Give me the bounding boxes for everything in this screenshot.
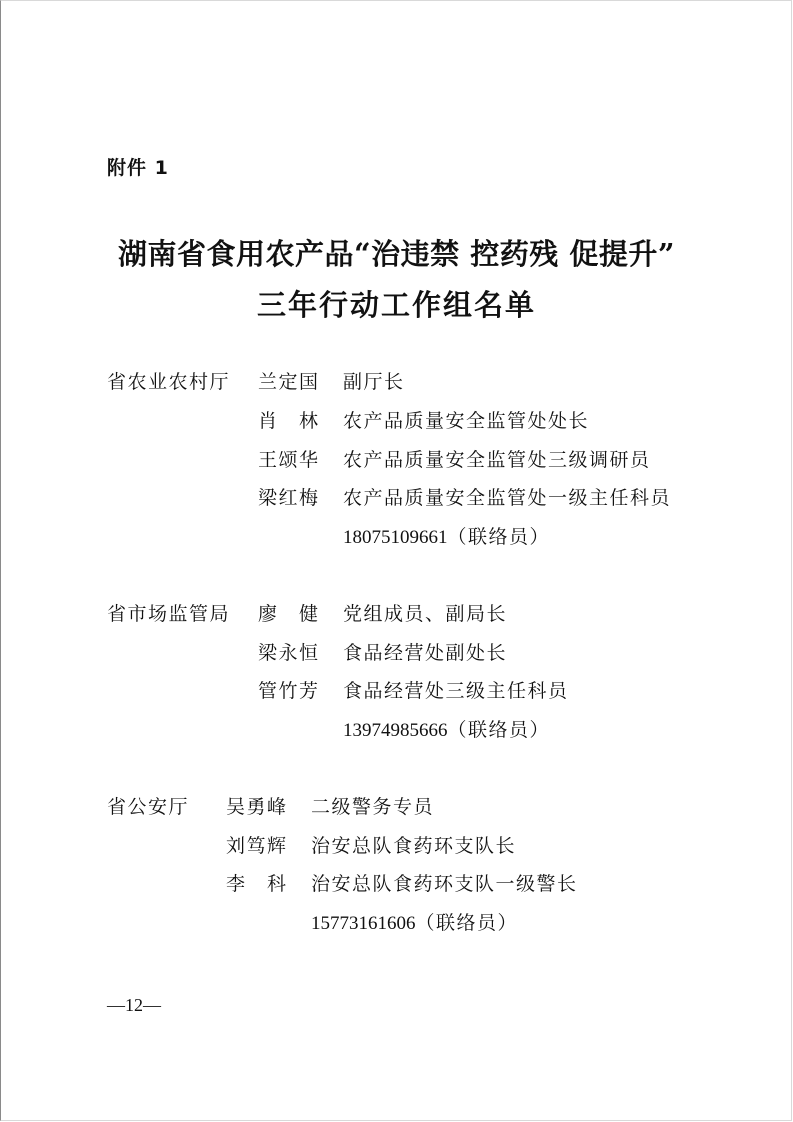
member-name: 刘笃辉: [226, 835, 288, 857]
document-title-line-1: 湖南省食用农产品“治违禁 控药残 促提升”: [117, 237, 676, 271]
member-name: 王颂华: [258, 449, 320, 471]
contact-label: （联络员）: [447, 719, 551, 741]
member-role: 二级警务专员: [311, 796, 435, 818]
page-number: —12—: [107, 995, 161, 1015]
member-name: 吴勇峰: [226, 796, 288, 818]
contact-phone: 18075109661: [343, 527, 448, 548]
member-name: 管竹芳: [258, 680, 320, 702]
member-name: 梁红梅: [258, 487, 320, 509]
member-name: 肖 林: [258, 410, 320, 432]
member-role: 治安总队食药环支队长: [311, 835, 517, 857]
attachment-label: 附件 1: [107, 157, 169, 179]
contact-line: [343, 717, 550, 743]
member-role: 食品经营处三级主任科员: [343, 680, 569, 702]
document-title-line-2: 三年行动工作组名单: [256, 288, 536, 322]
contact-line: [343, 524, 550, 550]
contact-line: [311, 910, 518, 936]
org-name: 省市场监管局: [107, 603, 231, 625]
member-role: 副厅长: [343, 371, 405, 393]
member-role: 农产品质量安全监管处三级调研员: [343, 449, 651, 471]
contact-label: （联络员）: [447, 526, 551, 548]
member-role: 治安总队食药环支队一级警长: [311, 873, 578, 895]
contact-phone: 13974985666: [343, 720, 448, 741]
org-name: 省公安厅: [107, 796, 190, 818]
member-name: 李 科: [226, 873, 288, 895]
contact-label: （联络员）: [415, 912, 519, 934]
member-role: 农产品质量安全监管处一级主任科员: [343, 487, 672, 509]
member-name: 廖 健: [258, 603, 320, 625]
member-name: 梁永恒: [258, 642, 320, 664]
member-role: 党组成员、副局长: [343, 603, 508, 625]
org-name: 省农业农村厅: [107, 371, 231, 393]
contact-phone: 15773161606: [311, 913, 416, 934]
member-role: 农产品质量安全监管处处长: [343, 410, 590, 432]
member-role: 食品经营处副处长: [343, 642, 508, 664]
member-name: 兰定国: [258, 371, 320, 393]
